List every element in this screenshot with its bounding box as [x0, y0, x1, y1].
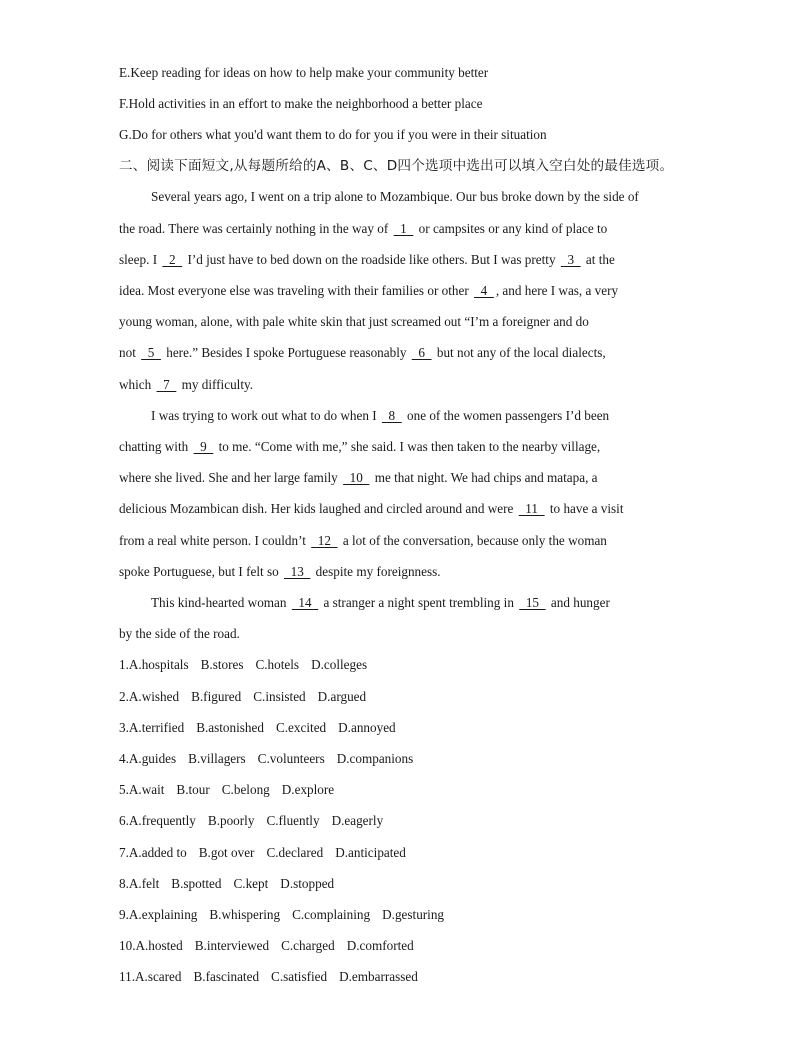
blank-5: 5	[141, 345, 161, 360]
blank-3: 3	[560, 252, 581, 267]
question-8: 8.A.felt B.spotted C.kept D.stopped	[119, 876, 335, 891]
blank-15: 15	[519, 595, 546, 610]
passage-line: delicious Mozambican dish. Her kids laughed and circled around and were 11 to have a visit	[119, 501, 624, 516]
question-3: 3.A.terrified B.astonished C.excited D.annoyed	[119, 720, 396, 735]
blank-6: 6	[411, 345, 432, 360]
option-f: F.Hold activities in an effort to make the neighborhood a better place	[119, 96, 483, 111]
question-4: 4.A.guides B.villagers C.volunteers D.companions	[119, 751, 414, 766]
blank-7: 7	[156, 377, 177, 392]
passage-line: from a real white person. I couldn’t 12 a lot of the conversation, because only the woman	[119, 533, 607, 548]
blank-2: 2	[162, 252, 183, 267]
blank-13: 13	[284, 564, 311, 579]
passage-line: where she lived. She and her large family 10 me that night. We had chips and matapa, a	[119, 470, 598, 485]
blank-9: 9	[193, 439, 214, 454]
passage-line: by the side of the road.	[119, 626, 240, 641]
blank-1: 1	[393, 221, 414, 236]
passage-line: chatting with 9 to me. “Come with me,” she said. I was then taken to the nearby village,	[119, 439, 601, 454]
question-1: 1.A.hospitals B.stores C.hotels D.colleges	[119, 657, 368, 672]
passage-line: not 5 here.” Besides I spoke Portuguese reasonably 6 but not any of the local dialects,	[119, 345, 606, 360]
section-heading: 二、阅读下面短文,从每题所给的A、B、C、D四个选项中选出可以填入空白处的最佳选项。	[119, 158, 674, 174]
blank-14: 14	[291, 595, 319, 610]
passage-line: the road. There was certainly nothing in the way of 1 or campsites or any kind of place to	[119, 221, 608, 236]
passage-line: spoke Portuguese, but I felt so 13 despite my foreignness.	[119, 564, 441, 579]
question-9: 9.A.explaining B.whispering C.complaining D.gesturing	[119, 907, 445, 922]
question-6: 6.A.frequently B.poorly C.fluently D.eagerly	[119, 813, 384, 828]
option-g: G.Do for others what you'd want them to do for you if you were in their situation	[119, 127, 547, 142]
question-7: 7.A.added to B.got over C.declared D.anticipated	[119, 845, 406, 860]
option-e: E.Keep reading for ideas on how to help make your community better	[119, 65, 489, 80]
passage-line: This kind-hearted woman 14 a stranger a night spent trembling in 15 and hunger	[151, 595, 610, 610]
blank-12: 12	[311, 533, 338, 548]
blank-8: 8	[381, 408, 402, 423]
question-11: 11.A.scared B.fascinated C.satisfied D.embarrassed	[119, 969, 418, 984]
passage-line: idea. Most everyone else was traveling with their families or other 4 , and here I was, a very	[119, 283, 619, 298]
blank-10: 10	[343, 470, 370, 485]
passage-line: young woman, alone, with pale white skin that just screamed out “I’m a foreigner and do	[119, 314, 589, 329]
question-10: 10.A.hosted B.interviewed C.charged D.comforted	[119, 938, 414, 953]
passage-line: sleep. I 2 I’d just have to bed down on the roadside like others. But I was pretty 3 at the	[119, 252, 615, 267]
blank-4: 4	[474, 283, 494, 298]
question-5: 5.A.wait B.tour C.belong D.explore	[119, 782, 335, 797]
blank-11: 11	[518, 501, 545, 516]
passage-line: I was trying to work out what to do when I 8 one of the women passengers I’d been	[151, 408, 610, 423]
passage-line: which 7 my difficulty.	[119, 377, 254, 392]
question-2: 2.A.wished B.figured C.insisted D.argued	[119, 689, 367, 704]
passage-line: Several years ago, I went on a trip alone to Mozambique. Our bus broke down by the side of	[151, 189, 639, 204]
